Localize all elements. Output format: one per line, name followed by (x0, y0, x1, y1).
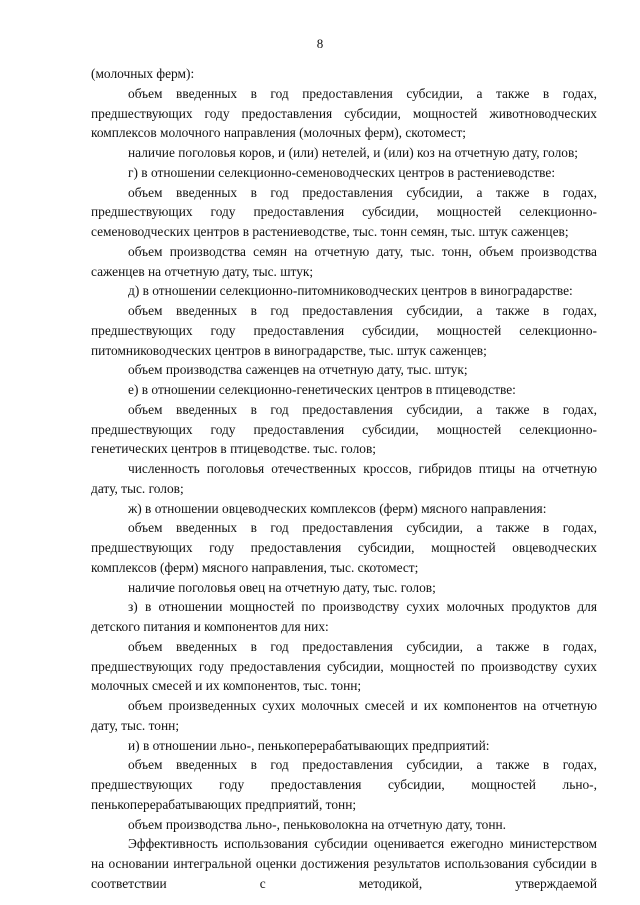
paragraph: объем произведенных сухих молочных смесей и их компонентов на отчетную дату, тыс. тонн; (91, 698, 597, 733)
paragraph: г) в отношении селекционно-семеноводческих центров в растениеводстве: (128, 164, 556, 180)
paragraph: объем введенных в год предоставления субсидии, а также в годах, предшествующих году предоставления субсидии, мощностей льно-, пенькоперерабатывающих предприятий, тонн; (91, 757, 597, 812)
paragraph: объем производства льно-, пеньковолокна на отчетную дату, тонн. (128, 816, 507, 832)
paragraph: объем введенных в год предоставления субсидии, а также в годах, предшествующих году предоставления субсидии, мощностей по производству сухих молочных смесей и их компонентов, тыс. тонн; (91, 638, 597, 694)
paragraph: объем производства саженцев на отчетную дату, тыс. штук; (128, 362, 468, 378)
paragraph: численность поголовья отечественных кроссов, гибридов птицы на отчетную дату, тыс. голов; (91, 461, 597, 496)
paragraph: з) в отношении мощностей по производству сухих молочных продуктов для детского питания и компонентов для них: (91, 599, 597, 634)
paragraph: Эффективность использования субсидии оценивается ежегодно министерством на основании интегральной оценки достижения результатов использования субсидии в соответствии с методикой, утверждаемой (91, 836, 597, 891)
paragraph: (молочных ферм): (91, 66, 195, 81)
paragraph: объем введенных в год предоставления субсидии, а также в годах, предшествующих году предоставления субсидии, мощностей селекционно-генетических центров в птицеводстве. тыс. голов; (91, 401, 597, 457)
paragraph: объем введенных в год предоставления субсидии, а также в годах, предшествующих году предоставления субсидии, мощностей овцеводческих комплексов (ферм) мясного направления, тыс. скотомест; (91, 520, 597, 575)
paragraph: е) в отношении селекционно-генетических центров в птицеводстве: (128, 382, 516, 397)
document-body (91, 64, 597, 894)
page-number: 8 (316, 36, 324, 51)
paragraph: объем введенных в год предоставления субсидии, а также в годах, предшествующих году предоставления субсидии, мощностей селекционно-питомниководческих центров в виноградарстве, тыс. штук саженцев; (91, 303, 597, 358)
paragraph: наличие поголовья коров, и (или) нетелей, и (или) коз на отчетную дату, голов; (128, 145, 578, 160)
paragraph: объем введенных в год предоставления субсидии, а также в годах, предшествующих году предоставления субсидии, мощностей селекционно-семеноводческих центров в растениеводстве, тыс. тонн семян, тыс. штук саженцев; (91, 184, 597, 239)
paragraph: д) в отношении селекционно-питомниководческих центров в виноградарстве: (128, 283, 573, 299)
paragraph: объем введенных в год предоставления субсидии, а также в годах, предшествующих году предоставления субсидии, мощностей животноводческих комплексов молочного направления (молочных ферм), скотомест; (91, 85, 597, 141)
paragraph: ж) в отношении овцеводческих комплексов (ферм) мясного направления: (128, 500, 547, 516)
paragraph: наличие поголовья овец на отчетную дату, тыс. голов; (128, 579, 436, 595)
paragraph: и) в отношении льно-, пенькоперерабатывающих предприятий: (128, 737, 490, 753)
paragraph: объем производства семян на отчетную дату, тыс. тонн, объем производства саженцев на отчетную дату, тыс. штук; (91, 243, 597, 279)
